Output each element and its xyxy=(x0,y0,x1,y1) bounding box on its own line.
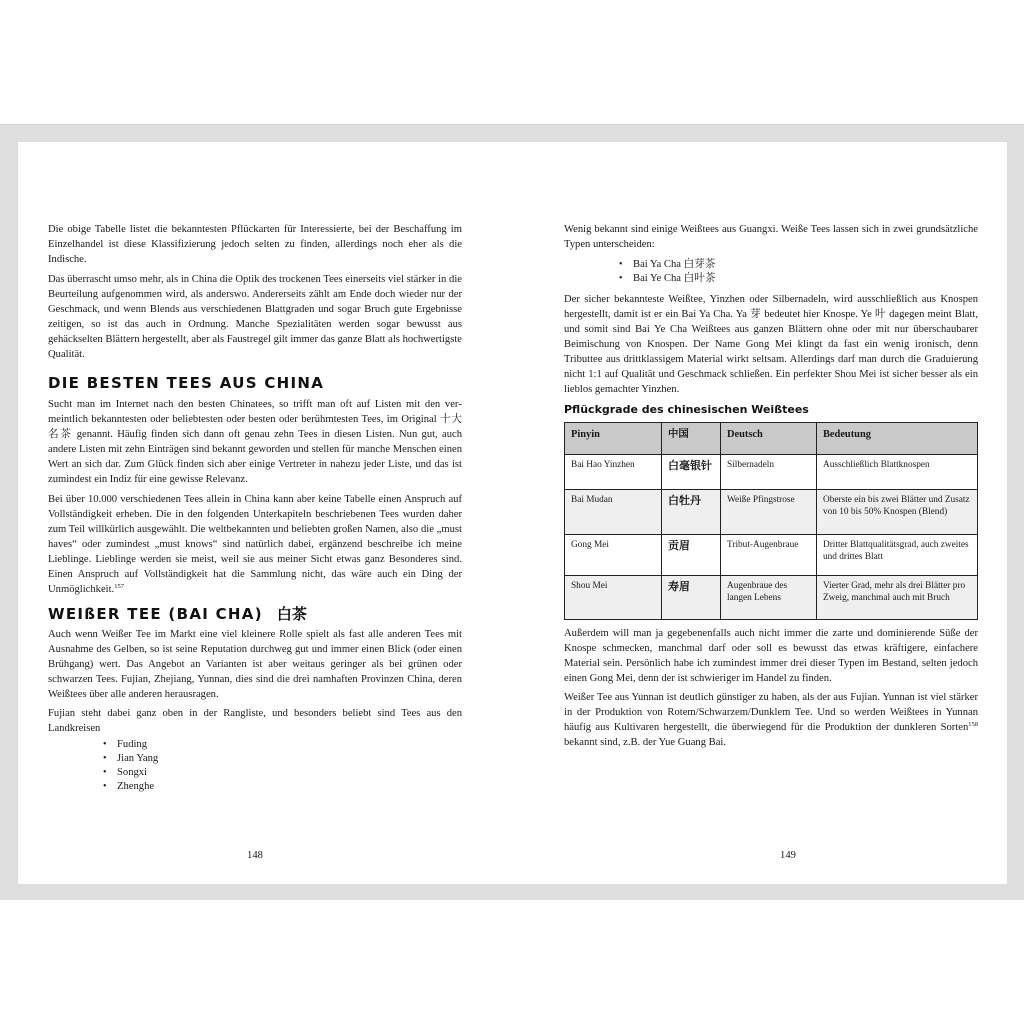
cell-meaning: Ausschließlich Blattknospen xyxy=(817,455,978,490)
paragraph-best-teas-1: Sucht man im Internet nach den besten Chinatees, so trifft man oft auf Listen mit den vermeintlich bekanntesten oder beliebtesten oder besten oder berühmtesten Tees, im Original 十大名茶 genannt. Häufig finden sich dann oft genau zehn Tees in diesen Listen. Nun gut, auch andere Listen mit zehn Einträgen sind bekannt geworden und stellen für manche Menschen einen Wert an sich dar. Zum Glück finden sich aber einige Vertreter in nahezu jeder Liste, und das ist zumindest ein Indiz für eine gewisse Relevanz. xyxy=(48,399,462,485)
table-row xyxy=(565,455,978,490)
paragraph-text: Weißer Tee aus Yunnan ist deutlich günstiger zu haben, als der aus Fujian. Yunnan ist viel stärker in der Produktion von Rotem/Schwarzem/Dunklem Tee. Und so werden Weißtees in Yunnan häufig aus Kultivaren hergestellt, die überwiegend für die Produktion der dunkleren Sorten xyxy=(564,692,978,733)
heading-best-teas: DIE BESTEN TEES AUS CHINA xyxy=(48,374,325,392)
column-header-german: Deutsch xyxy=(721,423,817,455)
cell-meaning: Dritter Blattqualitätsgrad, auch zweites und drittes Blatt xyxy=(817,535,978,576)
page-number-right: 149 xyxy=(780,850,796,861)
footnote-ref-158[interactable]: 158 xyxy=(968,721,978,728)
list-item: • Zhenghe xyxy=(103,780,158,794)
column-header-pinyin: Pinyin xyxy=(565,423,662,455)
cell-german: Tribut-Augenbraue xyxy=(721,535,817,576)
book-spread xyxy=(18,142,1007,884)
paragraph-best-teas-2 xyxy=(48,492,462,597)
paragraph-sweetness: Außerdem will man ja gegebenenfalls auch nicht immer die zarte und dominierende Süße der Knospe schmecken, manchmal darf oder soll es bewusst das etwas kräftigere, einfachere Material sein. Persönlich habe ich zumindest immer drei dieser Typen im Bestand, selten jedoch einen Gong Mei, denn der ist schwieriger im Handel zu finden. xyxy=(564,628,978,684)
list-item: • Bai Ya Cha 白芽茶 xyxy=(619,258,715,272)
paragraph-intro-1: Die obige Tabelle listet die bekanntesten Pflückarten für Interessierte, bei der Beschaffung im Einzelhandel ist diese Klassifizierung jedoch selten zu finden, allerdings noch eher als die Indische. xyxy=(48,224,462,265)
tea-types-list xyxy=(619,258,715,286)
cell-meaning: Oberste ein bis zwei Blätter und Zusatz von 10 bis 50% Knospen (Blend) xyxy=(817,490,978,535)
cell-pinyin: Shou Mei xyxy=(565,576,662,620)
paragraph-text: Bei über 10.000 verschiedenen Tees allein in China kann aber keine Tabelle einen Anspruch auf Vollständigkeit erheben. Die in den folgenden Unterkapiteln beschriebenen Tees wurden daher zum Teil willkürlich ausgewählt. Die weltbekannten und beliebten großen Namen, also die „must haves“ oder zumindest „must knows“ sind natürlich dabei, ergänzend beschreibe ich meine Lieblinge. Lieblinge werden sie meist, weil sie aus meiner Sicht etwas ganz Besonderes sind. Einen Anspruch auf Vollständigkeit hat die Sammlung nicht, das wäre auch ein Ding der Unmöglichkeit. xyxy=(48,494,462,595)
district-list xyxy=(103,738,158,794)
list-item: • Jian Yang xyxy=(103,752,158,766)
cell-chinese: 白毫银针 xyxy=(662,455,721,490)
paragraph-intro-2: Das überrascht umso mehr, als in China die Optik des trockenen Tees einerseits viel stärker in die Beurteilung aufgenommen wird, als anderswo. Andererseits zählt am Ende doch wieder nur der Geschmack, und wenn Blends aus verschiedenen Blattgraden und sogar Bruch gute Ergebnisse zeitigen, so ist das auch in Ordnung. Manche Spezialitäten werden sogar bewusst aus gehäckselten Blättern hergestellt, aber als Faustregel gilt immer das ganze Blatt als hochwertigste Qualität. xyxy=(48,274,462,360)
table-title: Pflückgrade des chinesischen Weißtees xyxy=(564,403,809,416)
list-item: • Fuding xyxy=(103,738,158,752)
list-item: • Bai Ye Cha 白叶茶 xyxy=(619,272,715,286)
page-number-left: 148 xyxy=(247,850,263,861)
heading-white-tea-cjk: 白茶 xyxy=(276,605,307,623)
column-header-chinese: 中国 xyxy=(662,423,721,455)
cell-pinyin: Bai Hao Yinzhen xyxy=(565,455,662,490)
cell-meaning: Vierter Grad, mehr als drei Blätter pro Zweig, manchmal auch mit Bruch xyxy=(817,576,978,620)
plucking-grades-table xyxy=(564,422,978,620)
footnote-ref-157[interactable]: 157 xyxy=(114,583,124,590)
cell-german: Silbernadeln xyxy=(721,455,817,490)
cell-chinese: 贡眉 xyxy=(662,535,721,576)
paragraph-yunnan xyxy=(564,690,978,750)
paragraph-white-tea-1: Auch wenn Weißer Tee im Markt eine viel kleinere Rolle spielt als fast alle anderen Tees mit Ausnahme des Gelben, so ist seine Reputation durchweg gut und immer einen Blick (oder einen Brühgang) wert. Das Angebot an Varianten ist aber weitaus geringer als bei grünen oder schwarzen Tees. Fujian, Zhejiang, Yunnan, dies sind die drei namhaften Provinzen China, deren Weißtees über alle anderen herausragen. xyxy=(48,629,462,700)
table-row xyxy=(565,576,978,620)
cell-pinyin: Gong Mei xyxy=(565,535,662,576)
table-header-row xyxy=(565,423,978,455)
paragraph-white-tea-2: Fujian steht dabei ganz oben in der Rangliste, und besonders beliebt sind Tees aus den Landkreisen xyxy=(48,708,462,734)
cell-chinese: 白牡丹 xyxy=(662,490,721,535)
cell-german: Augenbraue des langen Lebens xyxy=(721,576,817,620)
list-item: • Songxi xyxy=(103,766,158,780)
cell-german: Weiße Pfingstrose xyxy=(721,490,817,535)
paragraph-guangxi: Wenig bekannt sind einige Weißtees aus Guangxi. Weiße Tees lassen sich in zwei grundsätzliche Typen unterscheiden: xyxy=(564,224,978,250)
table-row xyxy=(565,490,978,535)
heading-white-tea xyxy=(48,603,307,624)
cell-chinese: 寿眉 xyxy=(662,576,721,620)
paragraph-text: bekannt sind, z.B. der Yue Guang Bai. xyxy=(564,737,727,748)
cell-pinyin: Bai Mudan xyxy=(565,490,662,535)
paragraph-yinzhen: Der sicher bekannteste Weißtee, Yinzhen oder Silbernadeln, wird ausschließlich aus Knospen hergestellt, damit ist er ein Bai Ya Cha. Ya 芽 bedeutet hier Knospe. Ye 叶 dagegen meint Blatt, und somit sind Bai Ye Cha Weißtees aus ganzen Blättern ohne oder mit nur überschaubarer Beimischung von Knospen. Der Name Gong Mei klingt da fast ein wenig ironisch, denn Tributtee aus drittklassigem Material wirkt seltsam. Allerdings darf man durch die Graduierung nicht 1:1 auf Qualität und Geschmack schließen. Ein perfekter Shou Mei ist sicher besser als ein lieblos gemachter Yinzhen. xyxy=(564,294,978,395)
table-row xyxy=(565,535,978,576)
heading-white-tea-text: WEIßER TEE (BAI CHA) xyxy=(48,605,263,623)
column-header-meaning: Bedeutung xyxy=(817,423,978,455)
